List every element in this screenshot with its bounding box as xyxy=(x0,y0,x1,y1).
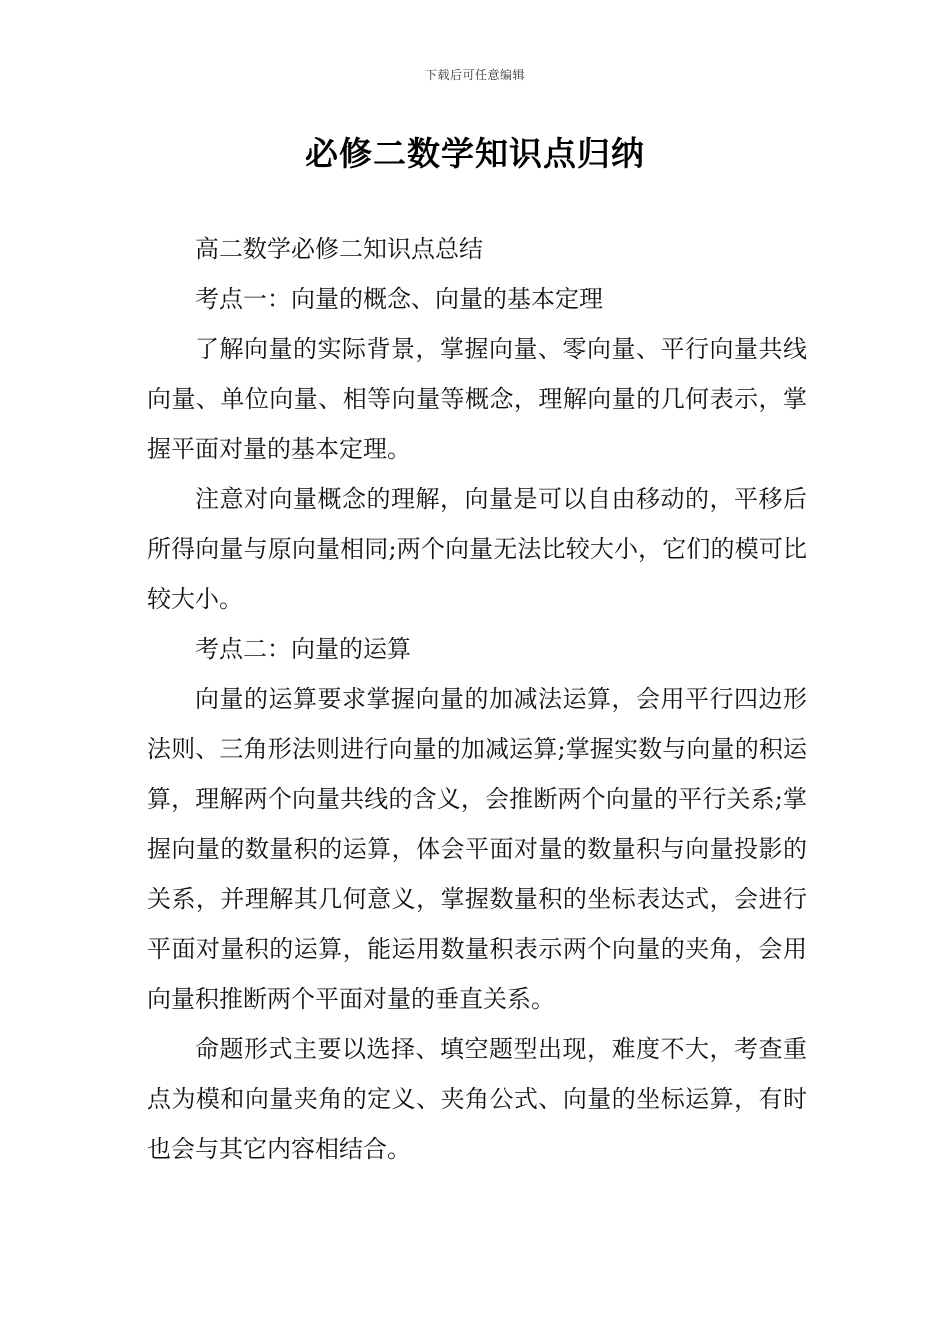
document-title: 必修二数学知识点归纳 xyxy=(305,134,645,173)
paragraph-section-2-heading: 考点二：向量的运算 xyxy=(195,635,411,663)
paragraph: 了解向量的实际背景，掌握向量、零向量、平行向量共线向量、单位向量、相等向量等概念，理解向量的几何表示，掌握平面对量的基本定理。 xyxy=(147,335,807,463)
header-note: 下载后可任意编辑 xyxy=(424,68,525,82)
document-body xyxy=(147,224,807,1174)
paragraph: 注意对向量概念的理解，向量是可以自由移动的，平移后所得向量与原向量相同;两个向量无法比较大小，它们的模可比较大小。 xyxy=(147,485,807,613)
paragraph-section-1-heading: 考点一：向量的概念、向量的基本定理 xyxy=(195,285,603,313)
paragraph-subtitle: 高二数学必修二知识点总结 xyxy=(195,235,483,263)
paragraph: 命题形式主要以选择、填空题型出现，难度不大，考查重点为模和向量夹角的定义、夹角公式、向量的坐标运算，有时也会与其它内容相结合。 xyxy=(147,1035,807,1163)
paragraph: 向量的运算要求掌握向量的加减法运算，会用平行四边形法则、三角形法则进行向量的加减运算;掌握实数与向量的积运算，理解两个向量共线的含义，会推断两个向量的平行关系;掌握向量的数量积的运算，体会平面对量的数量积与向量投影的关系，并理解其几何意义，掌握数量积的坐标表达式，会进行平面对量积的运算，能运用数量积表示两个向量的夹角，会用向量积推断两个平面对量的垂直关系。 xyxy=(147,685,807,1013)
